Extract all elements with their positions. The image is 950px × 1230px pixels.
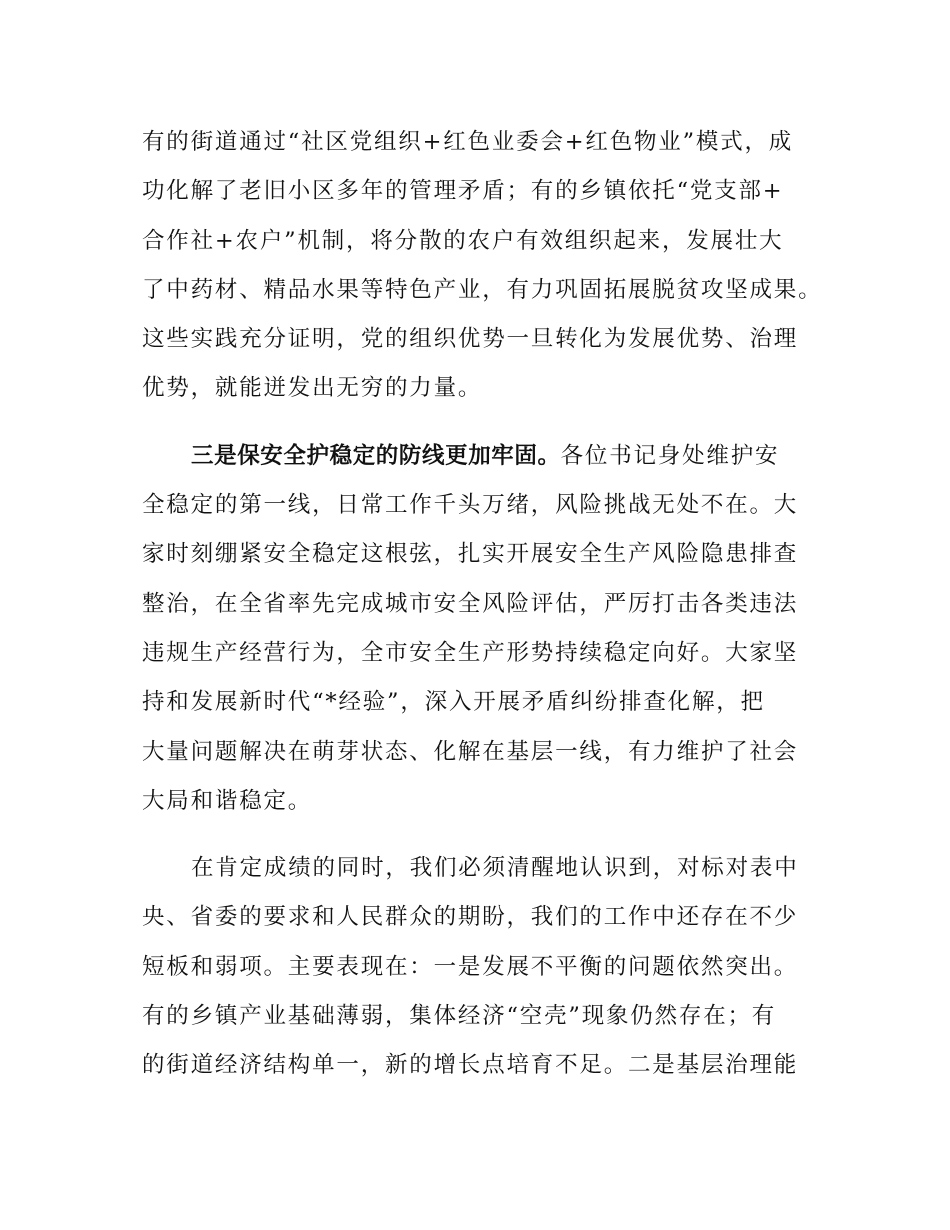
document-page [142,118,823,1091]
paragraph-heading-bold: 三是保安全护稳定的防线更加牢固。 [191,442,561,469]
text-line: 短板和弱项。主要表现在：一是发展不平衡的问题依然突出。 [142,953,799,980]
text-line: 在肯定成绩的同时，我们必须清醒地认识到，对标对表中 [191,855,799,882]
text-line: 违规生产经营行为，全市安全生产形势持续稳定向好。大家坚 [142,639,799,666]
text-line: 央、省委的要求和人民群众的期盼，我们的工作中还存在不少 [142,904,799,931]
text-line: 有的乡镇产业基础薄弱，集体经济“空壳”现象仍然存在；有 [142,1003,777,1030]
text-line: 大局和谐稳定。 [142,787,313,814]
text-line: 全稳定的第一线，日常工作千头万绪，风险挑战无处不在。大 [142,492,799,519]
text-line: 整治，在全省率先完成城市安全风险评估，严厉打击各类违法 [142,590,799,617]
paragraph-shortcomings [142,844,814,1090]
text-line [142,432,814,481]
text-line: 持和发展新时代“*经验”，深入开展矛盾纠纷排查化解，把 [142,689,765,716]
text-line: 有的街道通过“社区党组织+红色业委会+红色物业”模式，成 [142,129,794,155]
text-line: 优势，就能迸发出无穷的力量。 [142,375,483,402]
text-line: 大量问题解决在萌芽状态、化解在基层一线，有力维护了社会 [142,738,799,765]
text-line: 合作社+农户”机制，将分散的农户有效组织起来，发展壮大 [142,227,784,254]
paragraph-party-organization-practice [142,118,823,414]
text-line: 这些实践充分证明，党的组织优势一旦转化为发展优势、治理 [142,326,799,353]
text-run: 各位书记身处维护安 [560,442,780,469]
text-line: 功化解了老旧小区多年的管理矛盾；有的乡镇依托“党支部+ [142,178,784,205]
paragraph-safety-stability [142,432,814,826]
text-line: 的街道经济结构单一，新的增长点培育不足。二是基层治理能 [142,1052,799,1079]
text-line: 了中药材、精品水果等特色产业，有力巩固拓展脱贫攻坚成果。 [142,276,823,303]
text-line: 家时刻绷紧安全稳定这根弦，扎实开展安全生产风险隐患排查 [142,541,799,568]
